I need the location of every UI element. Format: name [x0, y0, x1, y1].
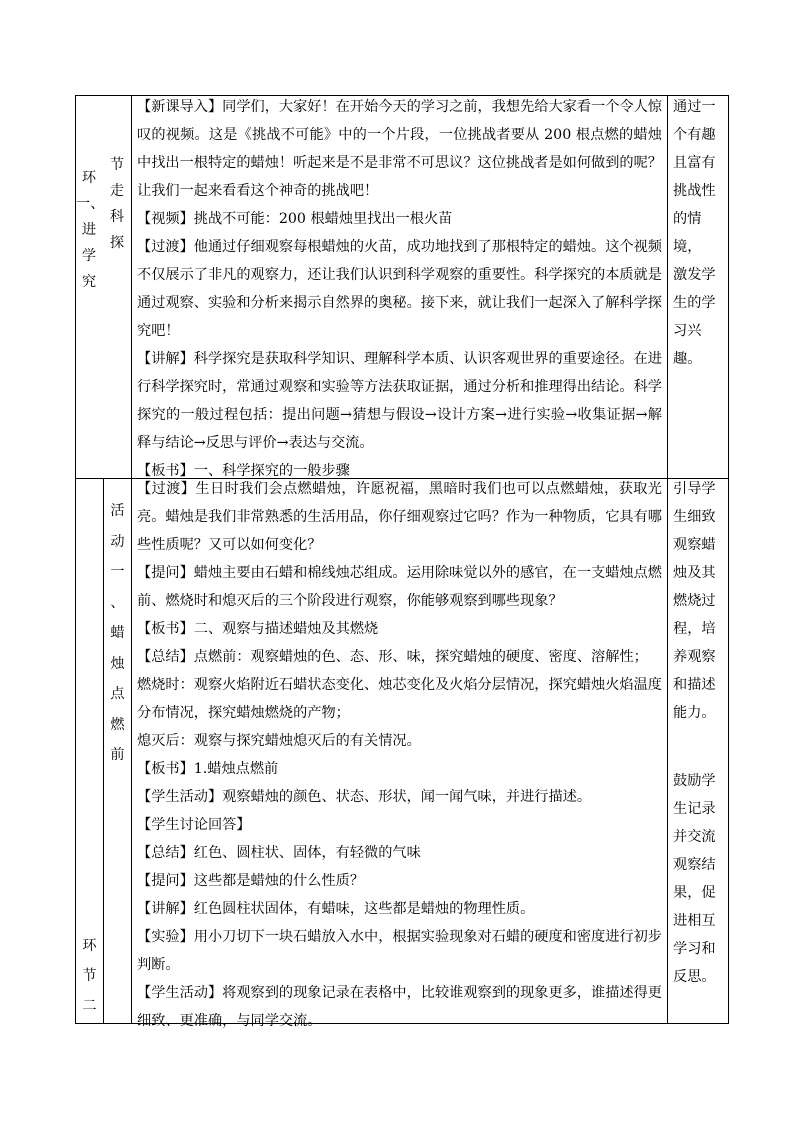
section1-label-col-b: [104, 152, 130, 256]
note-line: 习兴趣。: [673, 323, 702, 367]
section1-content: [137, 93, 662, 485]
paragraph-question: 【提问】这些都是蜡烛的什么性质？: [137, 873, 365, 889]
section1-label-char: 节: [109, 157, 125, 173]
activity1-label: [104, 496, 131, 771]
paragraph-blackboard: 【板书】一、科学探究的一般步骤: [137, 463, 350, 479]
activity-label-char: 动: [110, 533, 125, 550]
note-line: 燃烧过: [673, 593, 716, 609]
note-line: 激发学: [673, 267, 716, 283]
note-line: 生的学: [673, 295, 716, 311]
activity-label-char: 前: [110, 747, 125, 763]
section1-label-char: 走: [109, 183, 125, 199]
table-label-content-divider: [131, 95, 132, 1024]
paragraph-summary: 【总结】红色、圆柱状、固体，有轻微的气味: [137, 845, 421, 861]
paragraph-question: 【提问】蜡烛主要由石蜡和棉线烛芯组成。运用除味觉以外的感官，在一支蜡烛点燃前、燃烧时和熄灭后的三个阶段进行观察，你能够观察到哪些现象？: [137, 565, 662, 609]
paragraph-explanation: 【讲解】科学探究是获取科学知识、理解科学本质、认识客观世界的重要途径。在进行科学探究时，常通过观察和实验等方法获取证据，通过分析和推理得出结论。科学探究的一般过程包括：提出问题→猜想与假设→设计方案→进行实验→收集证据→解释与结论→反思与评价→表达与交流。: [137, 351, 662, 451]
note-line: 程，培: [673, 621, 716, 637]
paragraph-transition: 【过渡】他通过仔细观察每根蜡烛的火苗，成功地找到了那根特定的蜡烛。这个视频不仅展示了非凡的观察力，还让我们认识到科学观察的重要性。科学探究的本质就是通过观察、实验和分析来揭示自然界的奥秘。接下来，就让我们一起深入了解科学探究吧！: [137, 239, 662, 339]
paragraph-blackboard: 【板书】二、观察与描述蜡烛及其燃烧: [137, 621, 379, 637]
note-line: 和描述: [673, 677, 716, 693]
activity-label-char: 一: [110, 564, 125, 580]
paragraph-blackboard-sub: 【板书】1.蜡烛点燃前: [137, 761, 279, 777]
paragraph-transition: 【过渡】生日时我们会点燃蜡烛，许愿祝福，黑暗时我们也可以点燃蜡烛，获取光亮。蜡烛是我们非常熟悉的生活用品，你仔细观察过它吗？作为一种物质，它具有哪些性质呢？又可以如何变化？: [137, 481, 662, 553]
activity-label-char: 燃: [110, 716, 125, 733]
note-line: 生记录: [673, 801, 716, 817]
section1-label-char: 探: [109, 235, 125, 251]
section2-outer-label: [76, 931, 103, 1021]
paragraph-experiment: 【实验】用小刀切下一块石蜡放入水中，根据实验现象对石蜡的硬度和密度进行初步判断。: [137, 929, 662, 973]
note-line: 生细致: [673, 509, 716, 525]
section1-label-char: 究: [81, 274, 97, 290]
paragraph-new-lesson-intro: 【新课导入】同学们，大家好！在开始今天的学习之前，我想先给大家看一个令人惊叹的视频。这是《挑战不可能》中的一个片段，一位挑战者要从 200 根点燃的蜡烛中找出一根特定的蜡烛！听起来是不是非常不可思议？这位挑战者是如何做到的呢？让我们一起来看看这个神奇的挑战吧！: [137, 99, 662, 199]
note-line: 挑战性: [673, 183, 716, 199]
activity-label-char: 烛: [110, 655, 125, 672]
activity-label-char: 蜡: [110, 625, 125, 641]
section1-label-char: 科: [109, 209, 125, 225]
activity-label-char: 活: [110, 503, 125, 519]
paragraph-explanation: 【讲解】红色圆柱状固体，有蜡味，这些都是蜡烛的物理性质。: [137, 901, 535, 917]
note-line: 观察蜡: [673, 537, 716, 553]
table-content-notes-divider: [667, 95, 668, 1024]
note-line: 能力。: [673, 705, 716, 721]
note-line: 鼓励学: [673, 773, 716, 789]
section1-label-col-a: [76, 165, 105, 295]
paragraph-student-discussion: 【学生讨论回答】: [137, 817, 251, 833]
note-line: 并交流: [673, 829, 716, 845]
section1-label-char: 进: [81, 222, 97, 238]
section1-label-char: 一、: [76, 196, 105, 212]
note-line: 且富有: [673, 155, 716, 171]
activity-label-char: 点: [110, 686, 125, 702]
paragraph-summary-burning: 燃烧时：观察火焰附近石蜡状态变化、烛芯变化及火焰分层情况，探究蜡烛火焰温度分布情况，探究蜡烛燃烧的产物；: [137, 677, 662, 721]
paragraph-student-activity: 【学生活动】观察蜡烛的颜色、状态、形状，闻一闻气味，并进行描述。: [137, 789, 592, 805]
section1-label-char: 学: [81, 248, 97, 264]
section1-design-notes: [673, 93, 729, 373]
section2-design-notes: [673, 475, 729, 991]
activity-label-char: 、: [110, 594, 125, 611]
note-line: 学习和: [673, 941, 716, 957]
note-line: 烛及其: [673, 565, 716, 581]
paragraph-student-activity-record: 【学生活动】将观察到的现象记录在表格中，比较谁观察到的现象更多，谁描述得更细致、更准确，与同学交流。: [137, 985, 662, 1029]
note-line: 进相互: [673, 913, 716, 929]
section2-label-char: 节: [82, 968, 97, 984]
note-line: 的情境，: [673, 211, 702, 255]
section2-label-char: 环: [82, 938, 97, 954]
note-line: 养观察: [673, 649, 716, 665]
note-line: 反思。: [673, 969, 716, 985]
note-line: 引导学: [673, 481, 716, 497]
note-spacer: [673, 727, 729, 767]
note-line: 通过一: [673, 99, 716, 115]
section1-label-char: 环: [81, 170, 97, 186]
paragraph-video: 【视频】挑战不可能：200 根蜡烛里找出一根火苗: [137, 211, 453, 227]
note-line: 观察结: [673, 857, 716, 873]
paragraph-summary-after: 熄灭后：观察与探究蜡烛熄灭后的有关情况。: [137, 733, 421, 749]
paragraph-summary-before: 【总结】点燃前：观察蜡烛的色、态、形、味，探究蜡烛的硬度、密度、溶解性；: [137, 649, 648, 665]
note-line: 个有趣: [673, 127, 716, 143]
section2-content: [137, 475, 662, 1035]
section2-label-char: 二: [82, 998, 97, 1014]
note-line: 果，促: [673, 885, 716, 901]
